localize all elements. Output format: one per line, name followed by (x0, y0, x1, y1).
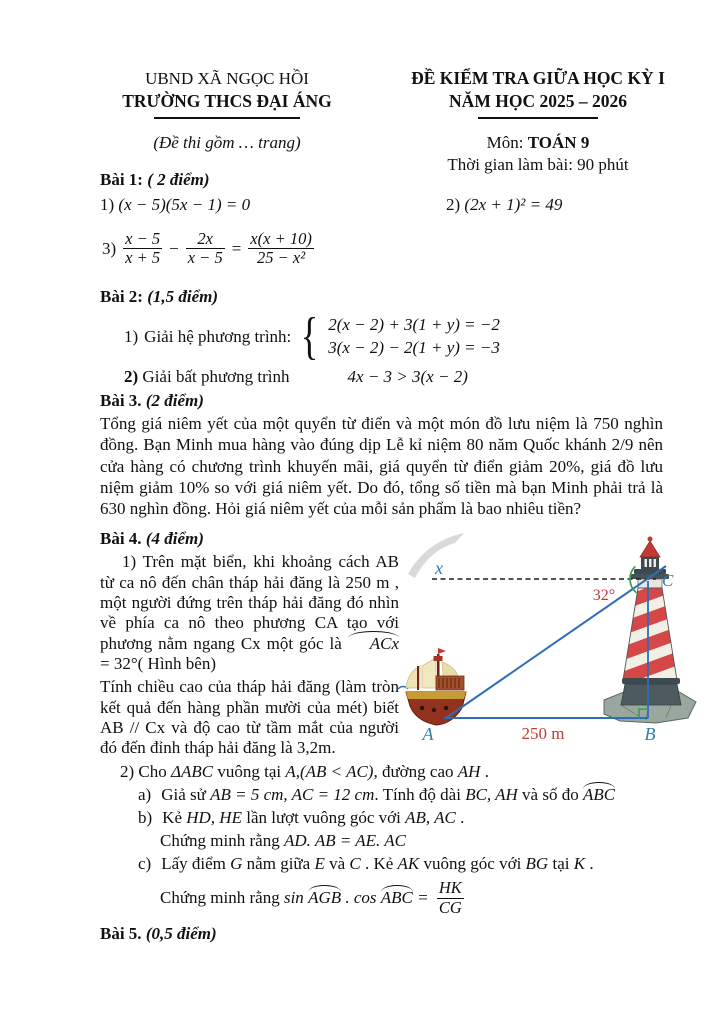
text-segment: và số đo (517, 785, 583, 805)
problem1-q2 (446, 195, 562, 215)
fraction-2-numerator: 2x (197, 229, 213, 248)
item-b-text (162, 808, 464, 828)
text-segment: BC, AH (465, 785, 518, 805)
text-segment: ABC (582, 785, 616, 805)
text-segment: A,(AB < AC) (285, 762, 374, 782)
crows-nest (434, 656, 443, 661)
fraction-1-denominator: x + 5 (125, 248, 161, 268)
part1-text-a: 1) Trên mặt biển, khi khoảng cách AB từ ca nô đến chân tháp hải đăng là 250 m , một người đứng trên tháp hải đăng đó nhìn về phía ca nô theo phương CA tạo với phương nằm ngang Cx một góc là (100, 552, 399, 653)
issuing-authority: UBND XÃ NGỌC HỒI (145, 69, 309, 88)
text-segment: C (349, 854, 361, 874)
problem4-item-b-proof (160, 831, 663, 851)
subject-name: TOÁN 9 (527, 133, 590, 152)
lighthouse-figure (398, 528, 722, 764)
fraction-2 (186, 230, 225, 268)
problem2-q1 (124, 307, 663, 365)
header-left-block (100, 69, 354, 153)
problem1-q3 (102, 230, 663, 268)
problem2-heading (100, 287, 663, 307)
item-b-marker: b) (138, 808, 153, 828)
text-segment: = (412, 888, 433, 908)
text-segment: AD. AB = AE. AC (283, 831, 406, 851)
fraction-2-denominator: x − 5 (187, 248, 223, 268)
text-segment: Kẻ (162, 808, 187, 828)
problem4-title: Bài 4. (100, 529, 142, 549)
problem2-q2 (124, 367, 663, 387)
problem4-part1-text (100, 552, 399, 674)
problem1-heading (100, 170, 663, 190)
system-equation-2: 3(x − 2) − 2(1 + y) = −3 (328, 338, 500, 358)
fraction-3 (248, 230, 314, 268)
text-segment: AK (397, 854, 420, 874)
q2-equation: (2x + 1)² = 49 (464, 195, 563, 214)
q3-number: 3) (102, 238, 117, 258)
duration-line: Thời gian làm bài: 90 phút (447, 155, 629, 174)
text-segment: . Kẻ (360, 854, 398, 874)
text-segment: và (324, 854, 350, 874)
label-c: C (662, 571, 674, 590)
porthole (420, 706, 424, 710)
problem3-points: (2 điểm) (141, 390, 204, 410)
header-right-block (398, 68, 678, 175)
problem2-points: (1,5 điểm) (142, 286, 219, 306)
hull-gold-band (406, 692, 466, 699)
system-equation-1: 2(x − 2) + 3(1 + y) = −2 (328, 315, 500, 335)
label-a: A (422, 724, 434, 744)
problem5-points: (0,5 điểm) (141, 924, 217, 944)
base-cornice (622, 678, 680, 684)
boat-illustration (398, 648, 466, 725)
problem2-title: Bài 2: (100, 286, 143, 306)
q1-equation: (x − 5)(5x − 1) = 0 (118, 195, 251, 214)
angle-value-label: 32° (592, 587, 616, 604)
porthole (432, 708, 436, 712)
text-segment: Chứng minh rằng (160, 888, 284, 908)
header-left-rule (154, 117, 300, 119)
subject-line (398, 133, 678, 153)
q2-text: Giải bất phương trình (142, 366, 290, 386)
fraction-3-denominator: 25 − x² (248, 248, 314, 267)
q1-number: 1) (100, 195, 119, 214)
text-segment: G (230, 854, 243, 874)
text-segment: Lấy điểm (161, 854, 231, 874)
subject-label: Môn: (486, 133, 528, 152)
problem4-part1-question: Tính chiều cao của tháp hải đăng (làm tròn kết quả đến hàng phần mười của mét) biết AB // Cx và độ cao từ tầm mắt của người đó đến đỉnh tháp hải đăng là 3,2m. (100, 677, 399, 758)
q1-number: 1) (124, 326, 139, 346)
pennant-flag (438, 648, 446, 654)
problem4-part2-intro (120, 762, 663, 782)
text-segment: AB, AC (405, 808, 456, 828)
text-segment: tại (548, 854, 574, 874)
problem1-title: Bài 1: (100, 170, 143, 189)
equals-operator: = (231, 238, 242, 258)
fore-mast (417, 666, 419, 690)
text-segment: . (455, 808, 465, 828)
text-segment: ΔABC (171, 762, 214, 782)
text-segment: Giả sử (161, 785, 211, 805)
fraction-hk-cg (437, 879, 464, 917)
fraction-1 (123, 230, 162, 268)
text-segment: Chứng minh rằng (160, 831, 284, 851)
problem4-item-c (138, 854, 663, 874)
system-brace: { (301, 307, 319, 365)
text-segment: . (585, 854, 594, 874)
school-year: NĂM HỌC 2025 – 2026 (449, 91, 627, 111)
equation-system (328, 315, 500, 358)
distance-label: 250 m (521, 724, 565, 743)
fraction-3-numerator: x(x + 10) (250, 229, 312, 248)
text-segment: vuông tại (213, 762, 286, 782)
text-segment: vuông góc với (419, 854, 526, 874)
problem1-q1 (100, 195, 250, 214)
text-segment: E (314, 854, 325, 874)
text-segment: . Tính độ dài (374, 785, 466, 805)
text-segment: BG (525, 854, 549, 874)
text-segment: lần lượt vuông góc với (241, 808, 406, 828)
text-segment: nằm giữa (242, 854, 315, 874)
lantern-window (645, 559, 648, 567)
fraction-numerator: HK (438, 878, 462, 898)
text-segment: 2) Cho (120, 762, 171, 782)
lighthouse-base (621, 684, 681, 705)
text-segment: , đường cao (373, 762, 458, 782)
page-count-note: (Đề thi gồm … trang) (153, 133, 301, 152)
label-x: x (435, 558, 443, 578)
problem5-title: Bài 5. (100, 924, 142, 944)
problem4-item-b (138, 808, 663, 828)
item-a-text (161, 785, 615, 805)
lighthouse-illustration (587, 537, 714, 724)
minus-operator: − (169, 238, 179, 258)
text-segment: K (573, 854, 586, 874)
q2-inequality: 4x − 3 > 3(x − 2) (347, 366, 468, 386)
label-b: B (644, 724, 656, 744)
lantern-window (649, 559, 652, 567)
fraction-denominator: CG (438, 897, 462, 917)
lighthouse-roof (640, 541, 660, 557)
text-segment: HD, HE (186, 808, 242, 828)
exam-title: ĐỀ KIỂM TRA GIỮA HỌC KỲ I (411, 68, 665, 88)
aft-cabin (436, 676, 464, 690)
main-sail (422, 658, 436, 688)
fraction-1-numerator: x − 5 (125, 229, 161, 248)
q2-number: 2) (446, 195, 465, 214)
problem4-item-c-proof (160, 878, 663, 918)
problem3-heading (100, 391, 663, 411)
text-segment: . (480, 762, 489, 782)
porthole (444, 706, 448, 710)
problem3-text: Tổng giá niêm yết của một quyển từ điển và một món đồ lưu niệm là 750 nghìn đồng. Bạn Minh mua hàng vào đúng dịp Lễ kỉ niệm 80 năm Quốc khánh 2/9 nên cửa hàng có chương trình khuyến mãi, giá quyển từ điển giảm 20%, giá đồ lưu niệm giảm 10% so với giá niêm yết. Do đó, tổng số tiền mà bạn Minh phải trả là 630 nghìn đồng. Hỏi giá niêm yết của mỗi sản phẩm là bao nhiêu tiền? (100, 413, 663, 519)
text-segment: ABC (380, 888, 413, 908)
text-segment: AB = 5 cm, AC = 12 cm (210, 785, 375, 805)
problem1-row1 (100, 195, 663, 221)
problem1-points: ( 2 điểm) (142, 170, 210, 189)
q1-text: Giải hệ phương trình: (144, 326, 292, 346)
item-c-text (161, 854, 593, 874)
problem3-title: Bài 3. (100, 390, 142, 410)
item-a-marker: a) (138, 785, 152, 805)
header-right-rule (478, 117, 598, 119)
angle-acx-notation: ACx (348, 634, 399, 654)
text-segment: AGB (308, 888, 342, 908)
part1-text-b: = 32°( Hình bên) (100, 653, 217, 673)
problem4-item-a (138, 785, 663, 805)
text-segment: AH (457, 762, 481, 782)
problem4-points: (4 điểm) (141, 529, 204, 549)
item-c-marker: c) (138, 854, 152, 874)
text-segment: . cos (341, 888, 381, 908)
q2-number: 2) (124, 366, 143, 386)
school-name: TRƯỜNG THCS ĐẠI ÁNG (122, 91, 332, 111)
lantern-window (654, 559, 657, 567)
item-c-proof-text (160, 888, 433, 908)
text-segment: sin (283, 888, 309, 908)
problem5-heading (100, 924, 663, 944)
